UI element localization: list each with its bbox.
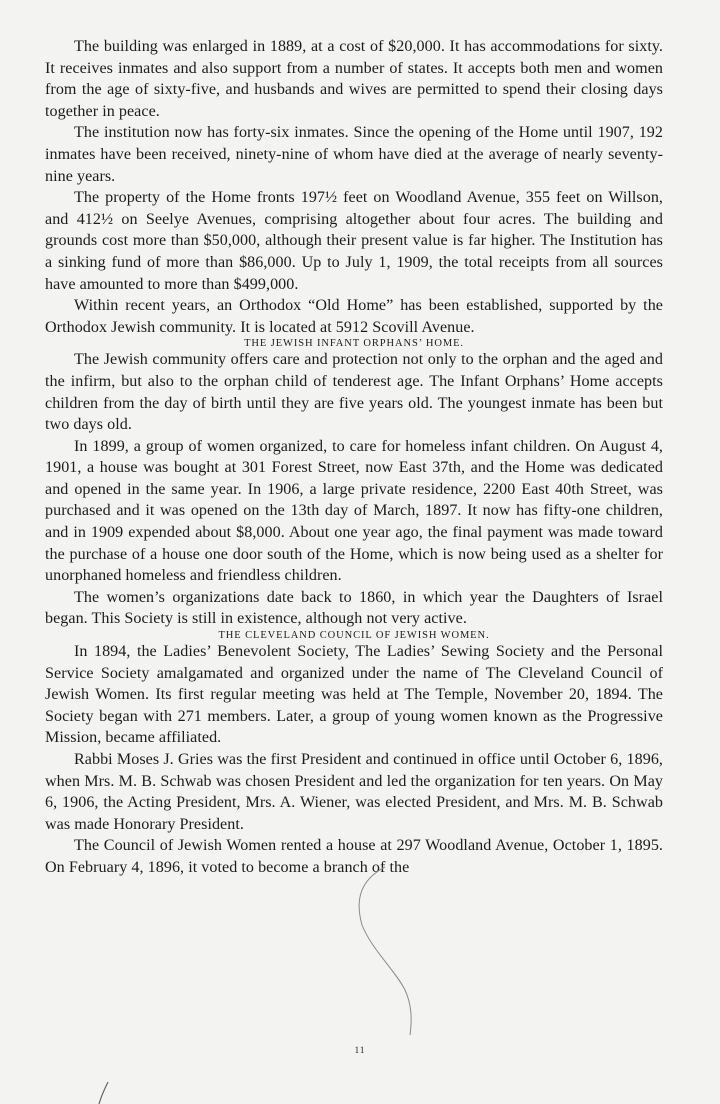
paragraph: In 1894, the Ladies’ Benevolent Society, The Ladies’ Sewing Society and the Personal Service Society amalgamated and organized under the name of The Cleveland Council of Jewish Women. Its first regular meeting was held at The Temple, November 20, 1894. The Society began with 271 members. Later, a group of young women known as the Progressive Mission, became affiliated. (45, 643, 663, 747)
paragraph: The building was enlarged in 1889, at a cost of $20,000. It has accommodations for sixty. It receives inmates and also support from a number of states. It accepts both men and women from the age of sixty-five, and husbands and wives are permitted to spend their closing days together in peace. (45, 38, 663, 120)
paragraph: The women’s organizations date back to 1860, in which year the Daughters of Israel began. This Society is still in existence, although not very active. (45, 588, 663, 628)
paragraph: In 1899, a group of women organized, to care for homeless infant children. On August 4, 1901, a house was bought at 301 Forest Street, now East 37th, and the Home was dedicated and opened in the same year. In 1906, a large private residence, 2200 East 40th Street, was purchased and it was opened on the 13th day of March, 1897. It now has fifty-one children, and in 1909 expended about $8,000. About one year ago, the final payment was made toward the purchase of a house one door south of the Home, which is now being used as a shelter for unorphaned homeless and friendless children. (45, 437, 663, 585)
section-heading-council-of-jewish-women: THE CLEVELAND COUNCIL OF JEWISH WOMEN. (218, 630, 490, 642)
paragraph: The property of the Home fronts 197½ feet on Woodland Avenue, 355 feet on Willson, and 412½ on Seelye Avenues, comprising altogether about four acres. The building and grounds cost more than $50,000, although their present value is far higher. The Institution has a sinking fund of more than $86,000. Up to July 1, 1909, the total receipts from all sources have amounted to more than $499,000. (45, 189, 663, 293)
paragraph: Within recent years, an Orthodox “Old Home” has been established, supported by the Orthodox Jewish community. It is located at 5912 Scovill Avenue. (45, 297, 663, 336)
paragraph: The institution now has forty-six inmates. Since the opening of the Home until 1907, 192 inmates have been received, ninety-nine of whom have died at the average of nearly seventy-nine years. (45, 124, 663, 185)
page-number: 11 (354, 1045, 366, 1055)
pencil-stroke (99, 1082, 108, 1104)
paragraph: The Jewish community offers care and protection not only to the orphan and the aged and the infirm, but also to the orphan child of tenderest age. The Infant Orphans’ Home accepts children from the day of birth until they are five years old. The youngest inmate has been but two days old. (45, 351, 663, 434)
paragraph: Rabbi Moses J. Gries was the first President and continued in office until October 6, 1896, when Mrs. M. B. Schwab was chosen President and led the organization for ten years. On May 6, 1906, the Acting President, Mrs. A. Wiener, was elected President, and Mrs. M. B. Schwab was made Honorary President. (45, 751, 663, 833)
section-heading-infant-orphans-home: THE JEWISH INFANT ORPHANS’ HOME. (244, 338, 464, 350)
pencil-stroke (359, 867, 411, 1035)
paragraph: The Council of Jewish Women rented a house at 297 Woodland Avenue, October 1, 1895. On February 4, 1896, it voted to become a branch of the (45, 837, 663, 876)
document-page (45, 36, 663, 879)
